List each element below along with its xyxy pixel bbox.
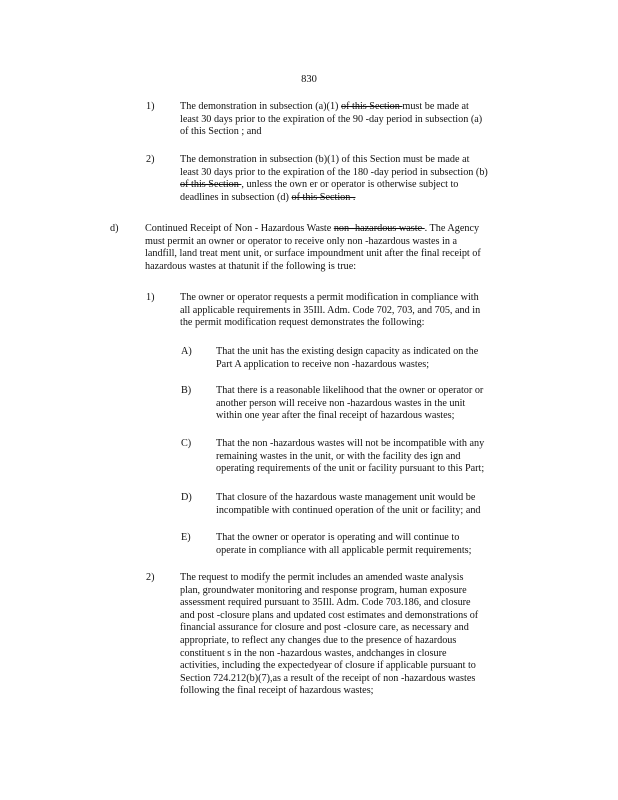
item-d-2-line-7: constituent s in the non -hazardous wastes, andchanges in closure	[180, 647, 447, 659]
item-d-2-text	[180, 572, 542, 698]
item-2-line-1: The demonstration in subsection (b)(1) of this Section must be made at	[180, 154, 470, 165]
sub-item-d-line-2: incompatible with continued operation of the unit or facility; and	[216, 504, 481, 516]
item-d-2-line-4: and post -closure plans and updated cost estimates and demonstrations of	[180, 609, 479, 621]
sub-item-a-line-2: Part A application to receive non -hazardous wastes;	[216, 358, 430, 370]
item-d-line-4: hazardous wastes at thatunit if the following is true:	[145, 260, 357, 272]
sub-item-a-line-1: That the unit has the existing design capacity as indicated on the	[216, 346, 479, 357]
item-d-2-line-2: plan, groundwater monitoring and response program, human exposure	[180, 584, 467, 596]
item-d-struck-text: non -hazardous waste	[333, 223, 425, 234]
item-d-1-line-3: the permit modification request demonstrates the following:	[180, 317, 425, 329]
item-d-2-line-10: following the final receipt of hazardous wastes;	[180, 685, 374, 697]
item-d-2-line-8: activities, including the expectedyear of closure if applicable pursuant to	[180, 660, 476, 672]
item-d-2-line-5: financial assurance for closure and post -closure care, as necessary and	[180, 622, 469, 634]
item-1-line-2: least 30 days prior to the expiration of the 90 -day period in subsection (a)	[180, 113, 483, 125]
item-d-label: d)	[110, 223, 119, 234]
sub-item-b-text	[216, 385, 528, 423]
item-2-label: 2)	[146, 154, 155, 165]
item-d-heading: Continued Receipt of Non - Hazardous Waste	[145, 223, 334, 234]
item-d-2-line-6: appropriate, to reflect any changes due to the presence of hazardous	[180, 634, 457, 646]
sub-item-a-label: A)	[181, 346, 192, 357]
item-2-struck-text-1: of this Section	[180, 179, 242, 191]
item-d-1-line-2: all applicable requirements in 35Ill. Adm. Code 702, 703, and 705, and in	[180, 304, 481, 316]
sub-item-c-line-1: That the non -hazardous wastes will not be incompatible with any	[216, 438, 485, 449]
item-d-line-1-part-3: . The Agency	[424, 223, 480, 234]
sub-item-e-line-1: That the owner or operator is operating and will continue to	[216, 532, 460, 543]
sub-item-c-line-2: remaining wastes in the unit, or with the facility des ign and	[216, 450, 461, 462]
item-d-line-3: landfill, land treat ment unit, or surface impoundment unit after the final receipt of	[145, 248, 481, 260]
item-d-line-2: must permit an owner or operator to receive only non -hazardous wastes in a	[145, 235, 458, 247]
sub-item-b-line-2: another person will receive non -hazardous wastes in the unit	[216, 397, 466, 409]
item-d-line-1	[145, 223, 542, 236]
item-2-line-3-part-2: , unless the own er or operator is otherwise subject to	[241, 179, 459, 191]
item-d-text	[145, 223, 542, 273]
item-d-2-line-3: assessment required pursuant to 35Ill. Adm. Code 703.186, and closure	[180, 597, 471, 609]
item-2-line-4-part-1: deadlines in subsection (d)	[180, 191, 292, 203]
item-d-2-line-1: The request to modify the permit includes an amended waste analysis	[180, 572, 464, 583]
item-1-text	[180, 101, 542, 139]
item-1-struck-text: of this Section	[340, 101, 403, 112]
item-1-line-1-part-1: The demonstration in subsection (a)(1)	[180, 101, 341, 112]
item-d-2-line-9: Section 724.212(b)(7),as a result of the receipt of non -hazardous wastes	[180, 672, 476, 684]
item-1-line-1	[180, 101, 542, 114]
item-2-line-4	[180, 192, 542, 205]
sub-item-e-text	[216, 532, 528, 557]
item-2-struck-text-2: of this Section .	[291, 191, 356, 203]
sub-item-e-line-2: operate in compliance with all applicable permit requirements;	[216, 544, 472, 556]
sub-item-b-line-1: That there is a reasonable likelihood that the owner or operator or	[216, 385, 484, 396]
item-2-text	[180, 154, 542, 204]
item-1-label: 1)	[146, 101, 155, 112]
item-d-1-text	[180, 292, 542, 330]
item-2-line-2: least 30 days prior to the expiration of the 180 -day period in subsection (b)	[180, 166, 488, 178]
sub-item-c-label: C)	[181, 438, 192, 449]
sub-item-b-line-3: within one year after the final receipt of hazardous wastes;	[216, 410, 455, 422]
sub-item-b-label: B)	[181, 385, 192, 396]
item-d-1-line-1: The owner or operator requests a permit modification in compliance with	[180, 292, 479, 303]
item-2-line-3	[180, 179, 542, 192]
sub-item-d-text	[216, 492, 528, 517]
sub-item-c-text	[216, 438, 528, 476]
sub-item-c-line-3: operating requirements of the unit or facility pursuant to this Part;	[216, 463, 485, 475]
sub-item-e-label: E)	[181, 532, 191, 543]
page-number: 830	[301, 74, 317, 85]
sub-item-a-text	[216, 346, 528, 371]
sub-item-d-line-1: That closure of the hazardous waste management unit would be	[216, 492, 476, 503]
item-d-2-label: 2)	[146, 572, 155, 583]
item-1-line-3: of this Section ; and	[180, 126, 262, 138]
item-1-line-1-part-3: must be made at	[402, 101, 469, 112]
sub-item-d-label: D)	[181, 492, 192, 503]
item-d-1-label: 1)	[146, 292, 155, 303]
